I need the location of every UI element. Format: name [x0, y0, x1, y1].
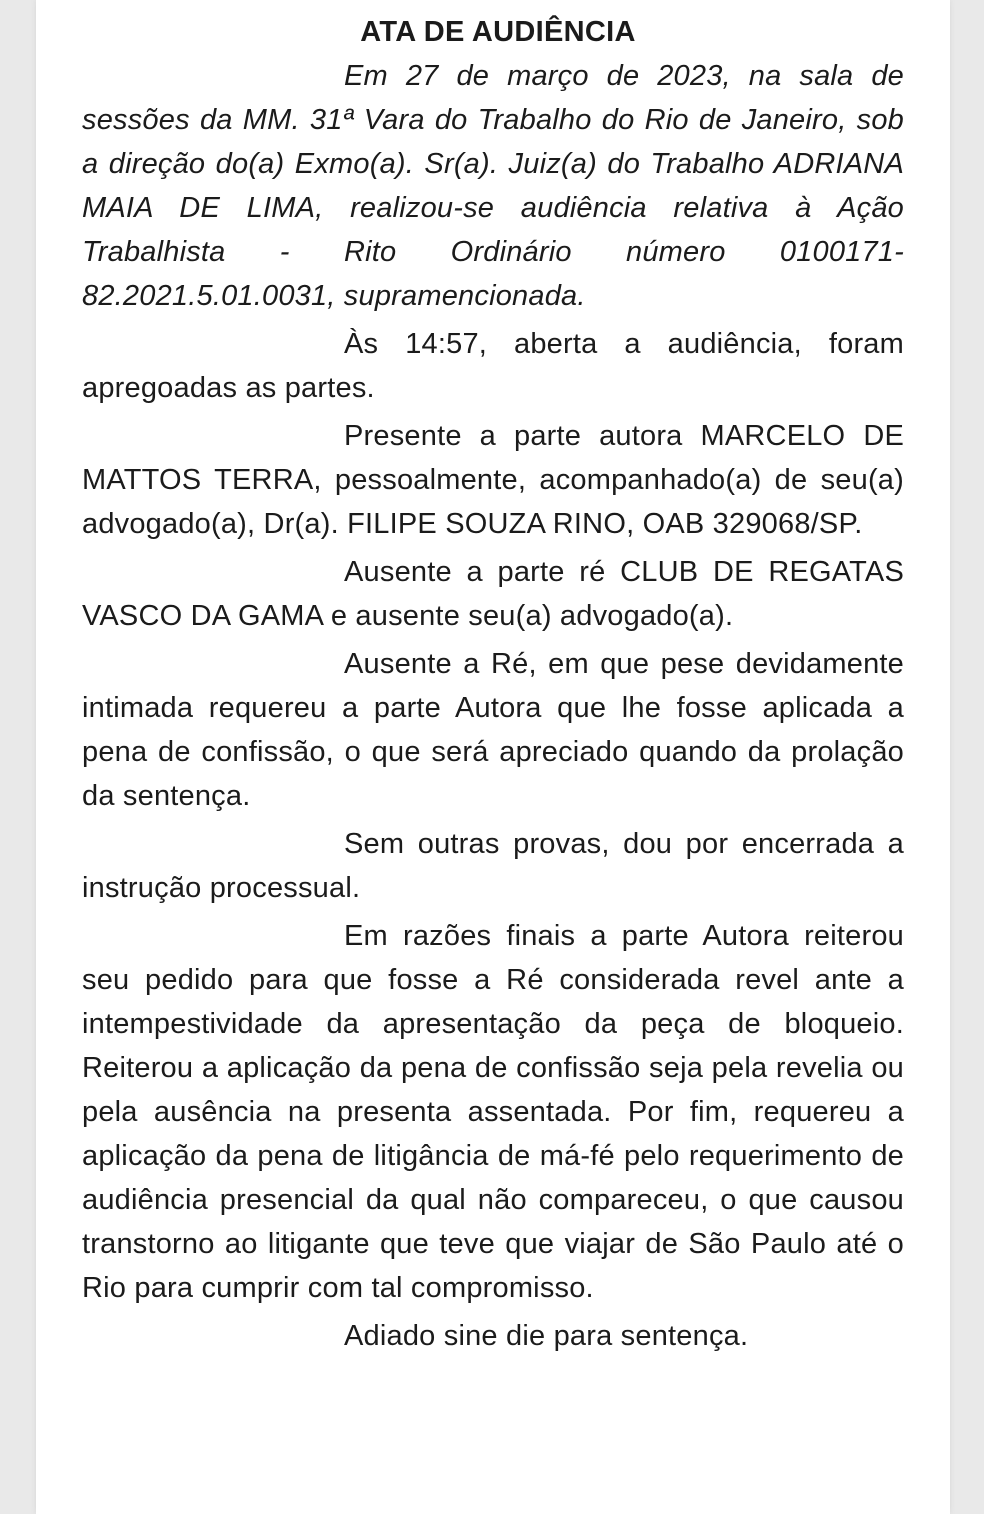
paragraph-opening-time: Às 14:57, aberta a audiência, foram apregoadas as partes.: [82, 328, 904, 404]
document-page: [36, 0, 950, 1514]
paragraph-plaintiff-present: Presente a parte autora MARCELO DE MATTOS TERRA, pessoalmente, acompanhado(a) de seu(a) advogado(a), Dr(a). FILIPE SOUZA RINO, OAB 329068/SP.: [82, 420, 904, 540]
paragraph-adjourned: Adiado sine die para sentença.: [344, 1320, 749, 1352]
paragraph-final-reasons: Em razões finais a parte Autora reiterou seu pedido para que fosse a Ré considerada revel ante a intempestividade da apresentação da peça de bloqueio. Reiterou a aplicação da pena de confissão seja pela revelia ou pela ausência na presenta assentada. Por fim, requereu a aplicação da pena de litigância de má-fé pelo requerimento de audiência presencial da qual não compareceu, o que causou transtorno ao litigante que teve que viajar de São Paulo até o Rio para cumprir com tal compromisso.: [82, 920, 904, 1304]
paragraph-confession-request: Ausente a Ré, em que pese devidamente intimada requereu a parte Autora que lhe fosse aplicada a pena de confissão, o que será apreciado quando da prolação da sentença.: [82, 648, 904, 812]
paragraph-opening: Em 27 de março de 2023, na sala de sessões da MM. 31ª Vara do Trabalho do Rio de Janeiro, sob a direção do(a) Exmo(a). Sr(a). Juiz(a) do Trabalho ADRIANA MAIA DE LIMA, realizou-se audiência relativa à Ação Trabalhista - Rito Ordinário número 0100171-82.2021.5.01.0031, supramencionada.: [82, 60, 904, 312]
paragraph-instruction-closed: Sem outras provas, dou por encerrada a instrução processual.: [82, 828, 904, 904]
document-body: [82, 10, 904, 1358]
document-title: ATA DE AUDIÊNCIA: [360, 16, 636, 48]
paragraph-defendant-absent: Ausente a parte ré CLUB DE REGATAS VASCO DA GAMA e ausente seu(a) advogado(a).: [82, 556, 904, 632]
